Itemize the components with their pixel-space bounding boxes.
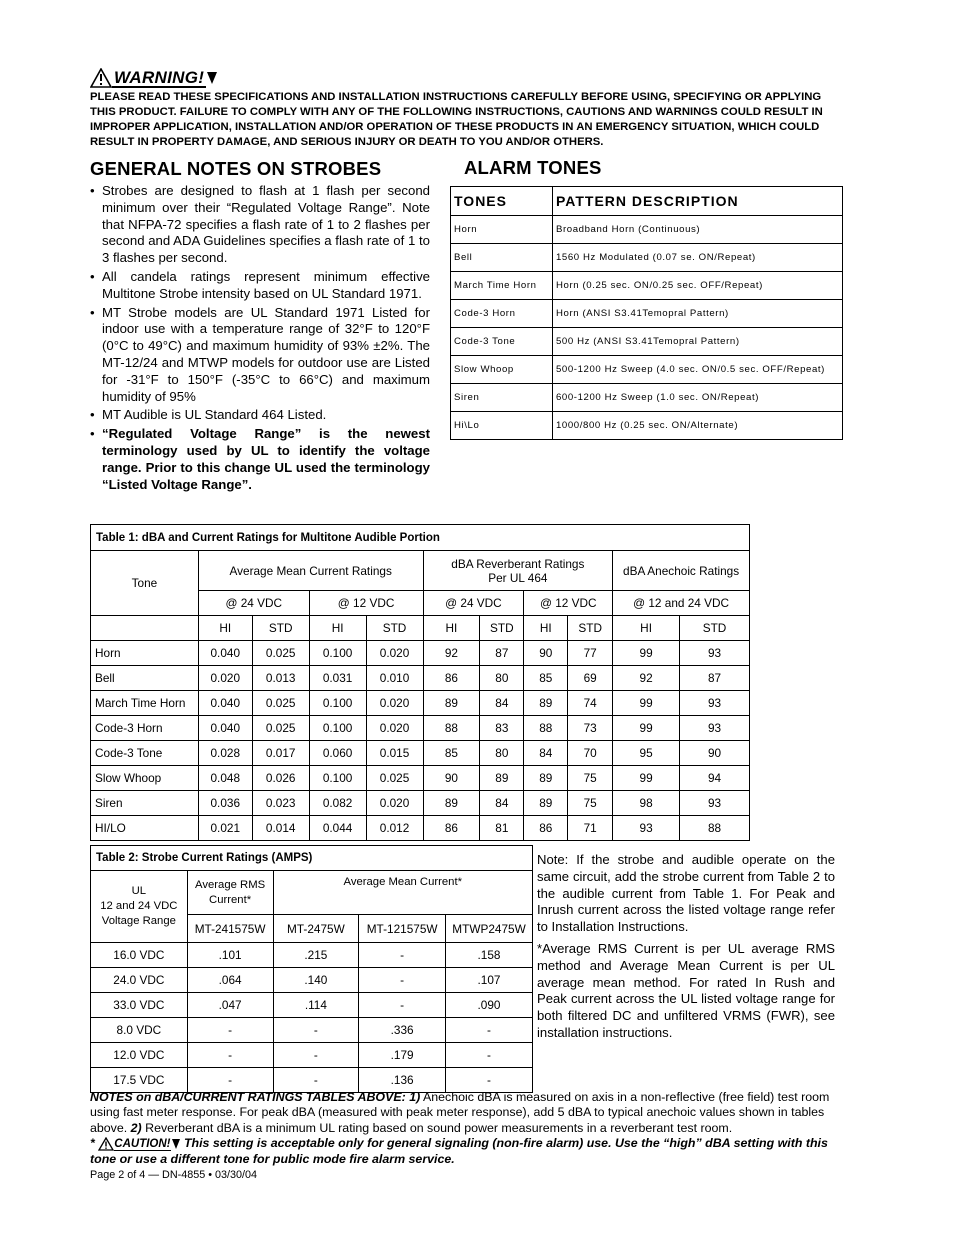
- table-row: Horn Broadband Horn (Continuous): [451, 216, 843, 244]
- table-row: [91, 968, 533, 993]
- table-cell: -: [359, 943, 446, 968]
- alarm-tones-heading: ALARM TONES: [464, 157, 602, 178]
- warning-block: [90, 68, 850, 150]
- asterisk: *: [90, 1135, 95, 1150]
- mean-header: Average Mean Current*: [273, 871, 533, 915]
- table-cell: 0.031: [309, 666, 366, 691]
- row-label: 33.0 VDC: [91, 993, 188, 1018]
- table-cell: 92: [423, 641, 480, 666]
- row-label: Horn: [91, 641, 199, 666]
- alarm-tones-table: [450, 186, 843, 440]
- table-cell: .064: [187, 968, 273, 993]
- note-number: 2): [130, 1120, 142, 1135]
- table-cell: .336: [359, 1018, 446, 1043]
- table1-dba-current: [90, 524, 750, 841]
- table-cell: .114: [273, 993, 359, 1018]
- row-label: 17.5 VDC: [91, 1068, 188, 1093]
- table-cell: 0.020: [198, 666, 252, 691]
- model-header: MT-2475W: [273, 915, 359, 943]
- table-cell: 84: [480, 791, 524, 816]
- row-label: Code-3 Horn: [91, 716, 199, 741]
- table-cell: 0.025: [252, 641, 309, 666]
- table-cell: 71: [568, 816, 613, 841]
- table-cell: 75: [568, 791, 613, 816]
- table-cell: .215: [273, 943, 359, 968]
- table-cell: 70: [568, 741, 613, 766]
- table-cell: 88: [423, 716, 480, 741]
- table-cell: 86: [524, 816, 568, 841]
- table-cell: -: [446, 1018, 533, 1043]
- warning-triangle-icon: [90, 68, 112, 88]
- table-cell: 0.082: [309, 791, 366, 816]
- table-cell: 0.100: [309, 716, 366, 741]
- table-cell: 0.048: [198, 766, 252, 791]
- voltage-header: @ 12 and 24 VDC: [613, 591, 750, 616]
- table-cell: 0.036: [198, 791, 252, 816]
- col-header-pattern: PATTERN DESCRIPTION: [553, 187, 843, 216]
- table-cell: 90: [680, 741, 750, 766]
- table-cell: 0.100: [309, 766, 366, 791]
- table-row: Code-3 Tone 500 Hz (ANSI S3.41Temopral Pattern): [451, 328, 843, 356]
- voltage-header: @ 24 VDC: [423, 591, 524, 616]
- hi-std-row: HI STD HI STD HI STD HI STD HI STD: [91, 616, 750, 641]
- table-cell: .140: [273, 968, 359, 993]
- table-cell: .158: [446, 943, 533, 968]
- table-cell: .136: [359, 1068, 446, 1093]
- table-side-notes: [537, 852, 835, 1047]
- rms-header: Average RMS Current*: [187, 871, 273, 915]
- caret-down-icon: [206, 71, 218, 85]
- row-label: March Time Horn: [91, 691, 199, 716]
- table-cell: 0.025: [252, 691, 309, 716]
- caution-triangle-icon: [98, 1137, 114, 1151]
- table-row: Code-3 Horn Horn (ANSI S3.41Temopral Pattern): [451, 300, 843, 328]
- table-cell: 0.023: [252, 791, 309, 816]
- table-cell: 0.028: [198, 741, 252, 766]
- row-label: Bell: [91, 666, 199, 691]
- table-cell: 99: [613, 641, 680, 666]
- table1-body: [91, 641, 750, 841]
- table-row: [91, 766, 750, 791]
- current-group-header: Average Mean Current Ratings: [198, 551, 423, 591]
- ul-range-header: UL 12 and 24 VDC Voltage Range: [91, 871, 188, 943]
- warning-word: WARNING!: [114, 67, 205, 87]
- table-row: [91, 791, 750, 816]
- row-label: HI/LO: [91, 816, 199, 841]
- warning-heading: [90, 68, 850, 88]
- note-paragraph: *Average RMS Current is per UL average RMS method and Average Mean Current is per UL average mean method. For rated In Rush and Peak current across the UL listed voltage range for both filtered DC and unfiltered VRMS (FWR), see installation instructions.: [537, 940, 835, 1040]
- table-cell: 84: [480, 691, 524, 716]
- list-item: • All candela ratings represent minimum effective Multitone Strobe intensity based on UL Standard 1971.: [90, 268, 430, 301]
- row-label: Slow Whoop: [91, 766, 199, 791]
- table-cell: .047: [187, 993, 273, 1018]
- table-cell: -: [273, 1018, 359, 1043]
- table-row: [91, 641, 750, 666]
- row-label: 12.0 VDC: [91, 1043, 188, 1068]
- table-cell: 80: [480, 741, 524, 766]
- note-text: Anechoic dBA is measured on axis in a non-reflective (free field) test room using fast meter response. For peak dBA (measured with peak meter response), add 5 dBA to typical anechoic values shown in tables above.: [90, 1090, 830, 1135]
- table-cell: 0.012: [366, 816, 423, 841]
- table-row: [91, 691, 750, 716]
- row-label: Code-3 Tone: [91, 741, 199, 766]
- table-cell: 80: [480, 666, 524, 691]
- table-cell: 99: [613, 716, 680, 741]
- table2-strobe-current: [90, 845, 533, 1093]
- table-row: Hi\Lo 1000/800 Hz (0.25 sec. ON/Alternate): [451, 412, 843, 440]
- table-cell: 89: [480, 766, 524, 791]
- table-cell: -: [446, 1043, 533, 1068]
- table-cell: 88: [680, 816, 750, 841]
- table-cell: 87: [480, 641, 524, 666]
- table-cell: 0.020: [366, 691, 423, 716]
- table-cell: 0.020: [366, 641, 423, 666]
- table-cell: 0.020: [366, 791, 423, 816]
- model-header: MTWP2475W: [446, 915, 533, 943]
- row-label: 8.0 VDC: [91, 1018, 188, 1043]
- list-item: • MT Audible is UL Standard 464 Listed.: [90, 407, 327, 423]
- table-row: Slow Whoop 500-1200 Hz Sweep (4.0 sec. ON/0.5 sec. OFF/Repeat): [451, 356, 843, 384]
- tone-header: Tone: [91, 551, 199, 616]
- table-cell: 81: [480, 816, 524, 841]
- table-cell: 73: [568, 716, 613, 741]
- table-cell: -: [359, 968, 446, 993]
- table-cell: 93: [680, 716, 750, 741]
- table-row: [91, 716, 750, 741]
- caution-text: This setting is acceptable only for general signaling (non-fire alarm) use. Use the “high” dBA setting with this tone or use a different tone for public mode fire alarm service.: [90, 1135, 828, 1167]
- table-cell: .101: [187, 943, 273, 968]
- table-cell: 0.017: [252, 741, 309, 766]
- table-cell: 0.025: [252, 716, 309, 741]
- table-cell: -: [187, 1068, 273, 1093]
- voltage-header: @ 12 VDC: [309, 591, 423, 616]
- table-cell: 89: [423, 691, 480, 716]
- table-cell: 98: [613, 791, 680, 816]
- table-cell: 89: [524, 766, 568, 791]
- caution-word: CAUTION!: [114, 1137, 171, 1150]
- table-cell: 89: [524, 791, 568, 816]
- table-cell: 0.040: [198, 691, 252, 716]
- strobe-notes-list: [90, 183, 430, 495]
- table-cell: .107: [446, 968, 533, 993]
- table-cell: 86: [423, 666, 480, 691]
- table-cell: 93: [680, 791, 750, 816]
- table-cell: 0.021: [198, 816, 252, 841]
- table-row: Siren 600-1200 Hz Sweep (1.0 sec. ON/Repeat): [451, 384, 843, 412]
- table-row: [91, 816, 750, 841]
- table-row: [91, 1018, 533, 1043]
- strobes-heading: GENERAL NOTES ON STROBES: [90, 158, 382, 179]
- table-cell: 89: [423, 791, 480, 816]
- table-cell: 93: [613, 816, 680, 841]
- page-footer: Page 2 of 4 — DN-4855 • 03/30/04: [90, 1169, 258, 1181]
- table-cell: 0.040: [198, 641, 252, 666]
- table-cell: 0.020: [366, 716, 423, 741]
- table2-body: [91, 943, 533, 1093]
- table2-caption: Table 2: Strobe Current Ratings (AMPS): [91, 846, 533, 871]
- note-number: 1): [409, 1090, 421, 1104]
- table-cell: 0.060: [309, 741, 366, 766]
- row-label: Siren: [91, 791, 199, 816]
- col-header-tones: TONES: [451, 187, 553, 216]
- table-cell: 0.026: [252, 766, 309, 791]
- note-paragraph: Note: If the strobe and audible operate on the same circuit, add the strobe current from Table 2 to the audible current from Table 1. For Peak and Inrush current across the listed voltage range refer to Installation Instructions.: [537, 852, 835, 935]
- table-row: [91, 666, 750, 691]
- table-row: [91, 993, 533, 1018]
- table-cell: 94: [680, 766, 750, 791]
- table-cell: 0.014: [252, 816, 309, 841]
- table-cell: 93: [680, 641, 750, 666]
- table-cell: 86: [423, 816, 480, 841]
- row-label: 24.0 VDC: [91, 968, 188, 993]
- table-row: [91, 1043, 533, 1068]
- table-row: Bell 1560 Hz Modulated (0.07 se. ON/Repeat): [451, 244, 843, 272]
- row-label: 16.0 VDC: [91, 943, 188, 968]
- table-cell: .179: [359, 1043, 446, 1068]
- table-cell: -: [187, 1018, 273, 1043]
- table-cell: -: [273, 1043, 359, 1068]
- table-cell: 92: [613, 666, 680, 691]
- table-cell: 85: [423, 741, 480, 766]
- table-row: March Time Horn Horn (0.25 sec. ON/0.25 sec. OFF/Repeat): [451, 272, 843, 300]
- table-cell: 85: [524, 666, 568, 691]
- table-cell: 0.015: [366, 741, 423, 766]
- table-cell: -: [187, 1043, 273, 1068]
- table-cell: 84: [524, 741, 568, 766]
- table-cell: 90: [524, 641, 568, 666]
- caret-down-icon: [171, 1138, 181, 1150]
- list-item: • MT Strobe models are UL Standard 1971 Listed for indoor use with a temperature range of 32°F to 120°F (0°C to 49°C) and maximum humidity of 93% ±2%. The MT-12/24 and MTWP models for outdoor use are Listed for -31°F to 150°F (-35°C to 66°C) and maximum humidity of 95%: [90, 304, 430, 404]
- note-text: Reverberant dBA is a minimum UL rating based on sound power measurements in a reverberant test room.: [141, 1120, 733, 1135]
- warning-text: PLEASE READ THESE SPECIFICATIONS AND INSTALLATION INSTRUCTIONS CAREFULLY BEFORE USING, SPECIFYING OR APPLYING THIS PRODUCT. FAILURE TO COMPLY WITH ANY OF THE FOLLOWING INSTRUCTIONS, CAUTIONS AND WARNINGS COULD RESULT IN IMPROPER APPLICATION, INSTALLATION AND/OR OPERATION OF THESE PRODUCTS IN AN EMERGENCY SITUATION, WHICH COULD RESULT IN PROPERTY DAMAGE, AND SERIOUS INJURY OR DEATH TO YOU AND/OR OTHERS.: [90, 91, 823, 148]
- table-header-row: [451, 187, 843, 216]
- table-cell: 90: [423, 766, 480, 791]
- table-cell: -: [359, 993, 446, 1018]
- ratings-notes: [90, 1090, 846, 1167]
- table1-caption: Table 1: dBA and Current Ratings for Multitone Audible Portion: [91, 525, 750, 551]
- table-cell: -: [446, 1068, 533, 1093]
- table-cell: 75: [568, 766, 613, 791]
- table-row: [91, 741, 750, 766]
- table-cell: 99: [613, 766, 680, 791]
- table-cell: .090: [446, 993, 533, 1018]
- table-cell: 95: [613, 741, 680, 766]
- table-cell: 0.100: [309, 691, 366, 716]
- table-cell: 93: [680, 691, 750, 716]
- list-item: • Strobes are designed to flash at 1 flash per second minimum over their “Regulated Voltage Range”. Note that NFPA-72 specifies a flash rate of 1 to 2 flashes per second and ADA Guidelines specifies a flash rate of 1 to 3 flashes per second.: [90, 183, 430, 266]
- table-cell: 0.010: [366, 666, 423, 691]
- voltage-header: @ 24 VDC: [198, 591, 309, 616]
- table-cell: 0.100: [309, 641, 366, 666]
- table-cell: 0.040: [198, 716, 252, 741]
- reverberant-group-header: dBA Reverberant Ratings Per UL 464: [423, 551, 613, 591]
- model-header: MT-241575W: [187, 915, 273, 943]
- list-item: • “Regulated Voltage Range” is the newest terminology used by UL to identify the voltage range. Prior to this change UL used the terminology “Listed Voltage Range”.: [90, 426, 430, 492]
- model-header: MT-121575W: [359, 915, 446, 943]
- table-cell: 89: [524, 691, 568, 716]
- table-row: [91, 943, 533, 968]
- table-cell: 0.044: [309, 816, 366, 841]
- anechoic-group-header: dBA Anechoic Ratings: [613, 551, 750, 591]
- table-cell: -: [273, 1068, 359, 1093]
- table-cell: 99: [613, 691, 680, 716]
- table-cell: 69: [568, 666, 613, 691]
- table-cell: 83: [480, 716, 524, 741]
- table-cell: 0.025: [366, 766, 423, 791]
- table-cell: 74: [568, 691, 613, 716]
- table-cell: 77: [568, 641, 613, 666]
- notes-lead: NOTES on dBA/CURRENT RATINGS TABLES ABOVE:: [90, 1090, 406, 1104]
- table-cell: 87: [680, 666, 750, 691]
- table-row: [91, 1068, 533, 1093]
- voltage-header: @ 12 VDC: [524, 591, 613, 616]
- table-cell: 88: [524, 716, 568, 741]
- table-cell: 0.013: [252, 666, 309, 691]
